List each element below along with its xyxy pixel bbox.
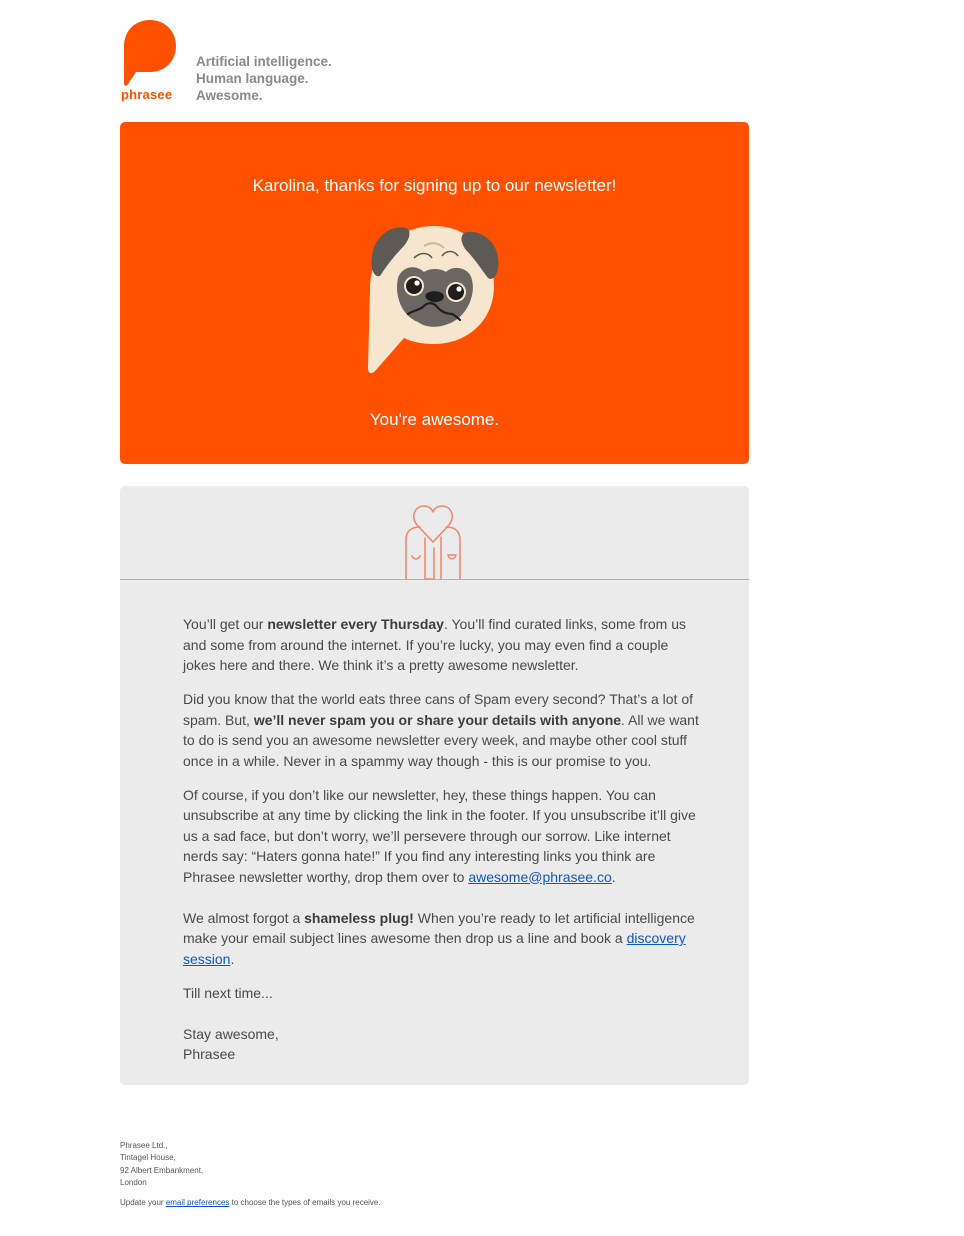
text: You’ll get our — [183, 616, 268, 632]
text: Did you know that the world eats three cans of Spam every second? That’s a lot of spam. But, — [183, 691, 693, 728]
email-link[interactable]: awesome@phrasee.co — [468, 868, 612, 885]
logo-wordmark: phrasee — [121, 87, 173, 102]
discovery-session-link[interactable]: discovery session — [183, 930, 686, 967]
paragraph-newsletter-frequency — [183, 614, 703, 676]
tagline-line: Awesome. — [196, 88, 263, 103]
emphasis-text: shameless plug! — [304, 909, 414, 926]
pug-illustration-icon — [362, 218, 506, 380]
text: Of course, if you don’t like our newsletter, hey, these things happen. You can unsubscribe at any time by clicking the link in the footer. If you unsubscribe it’ll give us a sad face, but don’t worry, we’ll persevere through our sorrow. Like internet nerds say: “Haters gonna hate!” If you find any interesting links you think are Phrasee newsletter worthy, drop them over to — [183, 786, 696, 885]
footer — [120, 1140, 381, 1209]
text: to choose the types of emails you receive. — [229, 1198, 381, 1208]
text: Update your — [120, 1198, 166, 1208]
paragraph-unsubscribe — [183, 785, 703, 888]
text: . All we want to do is send you an awesome newsletter every week, and maybe other cool stuff once in a while. Never in a spammy way though - this is our promise to you. — [183, 711, 699, 769]
hero-title: Karolina, thanks for signing up to our newsletter! — [252, 176, 617, 195]
phrasee-logo-icon[interactable] — [122, 18, 178, 88]
address-line: 92 Albert Embankment, — [120, 1165, 204, 1175]
text: . — [230, 950, 235, 967]
preferences-notice — [120, 1197, 381, 1209]
tagline-line: Artificial intelligence. — [196, 54, 332, 69]
brand-header — [120, 16, 360, 106]
email-preferences-link[interactable]: email preferences — [165, 1198, 230, 1208]
address-line: Phrasee Ltd., — [120, 1141, 168, 1150]
text: . — [611, 868, 616, 885]
address-line: London — [120, 1177, 147, 1187]
text: We almost forgot a — [183, 909, 305, 926]
hero-banner — [120, 122, 749, 464]
text: . You’ll find curated links, some from us and some from around the internet. If you’re lucky, you may even find a couple jokes here and there. We think it’s a pretty awesome newsletter. — [183, 616, 686, 673]
friends-heart-icon — [388, 500, 478, 582]
emphasis-text: we’ll never spam you or share your details with anyone — [253, 711, 622, 728]
hero-subtitle: You're awesome. — [369, 410, 500, 429]
content-card — [120, 486, 749, 1085]
paragraph-till-next-time: Till next time... — [183, 984, 273, 1001]
paragraph-plug — [183, 908, 703, 970]
signature: Phrasee — [183, 1046, 236, 1062]
emphasis-text: newsletter every Thursday — [267, 616, 444, 632]
email-body — [183, 614, 703, 1065]
brand-tagline — [196, 53, 332, 104]
paragraph-no-spam — [183, 689, 703, 771]
text: When you’re ready to let artificial intelligence make your email subject lines awesome then drop us a line and book a — [183, 909, 695, 946]
signoff: Stay awesome, — [183, 1025, 279, 1042]
address-line: Tintagel House, — [120, 1153, 176, 1163]
tagline-line: Human language. — [196, 71, 309, 86]
